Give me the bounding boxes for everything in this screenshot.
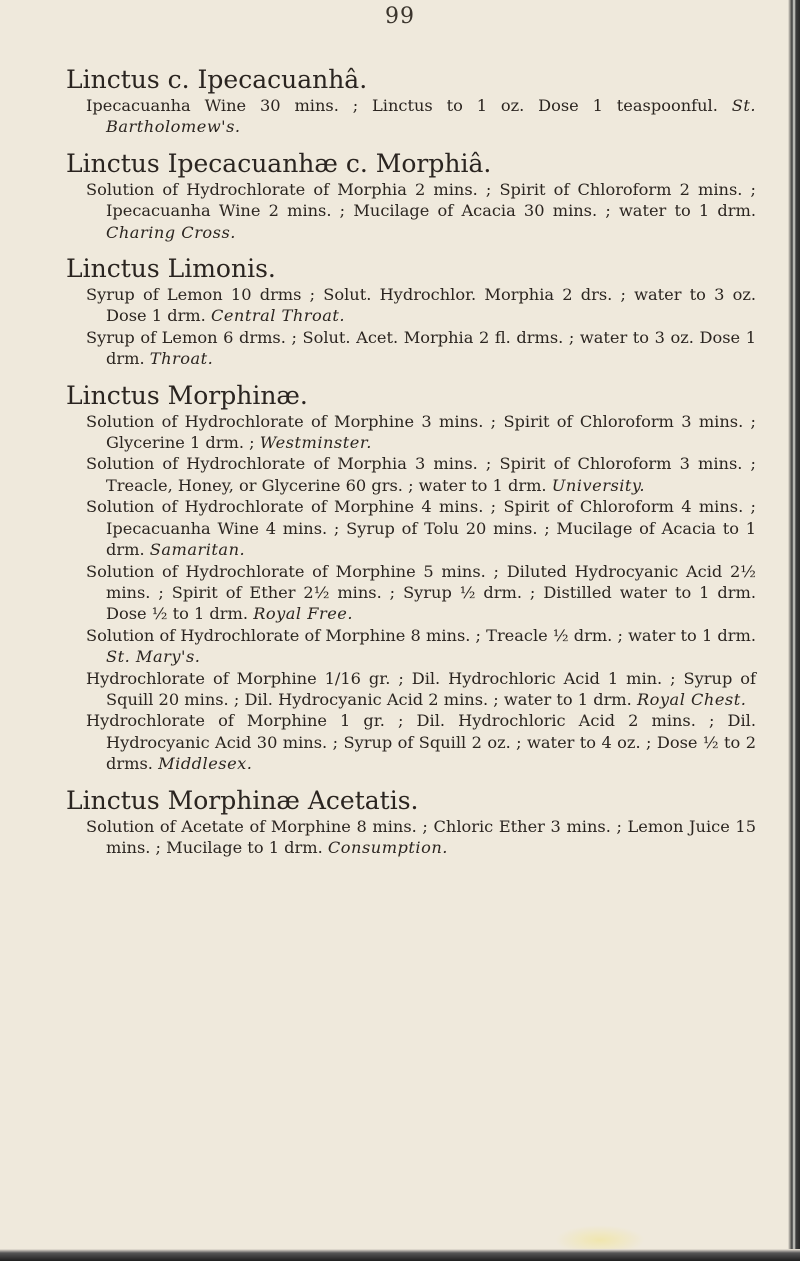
- recipe-text: Solution of Hydrochlorate of Morphia 3 mins. ; Spirit of Chloroform 3 mins. ; Treacle, Honey, or Glycerine 60 grs. ; water to 1 drm.: [86, 454, 756, 495]
- recipe: [86, 816, 756, 859]
- recipe-text: Syrup of Lemon 6 drms. ; Solut. Acet. Morphia 2 fl. drms. ; water to 3 oz. Dose 1 drm.: [86, 327, 756, 369]
- recipe-source: Throat.: [149, 349, 214, 369]
- recipe-text: Solution of Hydrochlorate of Morphine 8 mins. ; Treacle ½ drm. ; water to 1 drm.: [86, 625, 756, 645]
- recipe-source: Royal Chest.: [636, 689, 747, 709]
- recipe: [86, 179, 756, 243]
- recipe-source: Central Throat.: [210, 306, 346, 326]
- recipe-source: Middlesex.: [158, 754, 253, 774]
- recipe-text: Solution of Acetate of Morphine 8 mins. ; Chloric Ether 3 mins. ; Lemon Juice 15 mins. ; Mucilage to 1 drm.: [86, 816, 756, 857]
- recipe-text: Hydrochlorate of Morphine 1 gr. ; Dil. Hydrochloric Acid 2 mins. ; Dil. Hydrocyanic Acid 30 mins. ; Syrup of Squill 2 oz. ; water to 4 oz. ; Dose ½ to 2 drms.: [86, 711, 756, 774]
- recipe: [86, 95, 756, 138]
- recipe: [86, 411, 756, 454]
- entry-linctus-ipecacuanhae-morphia: [66, 150, 756, 243]
- recipe-text: Ipecacuanha Wine 30 mins. ; Linctus to 1 oz. Dose 1 teaspoonful.: [86, 96, 718, 115]
- recipe-source: University.: [551, 475, 646, 495]
- entry-linctus-morphinae-acetatis: [66, 787, 756, 859]
- recipe: [86, 284, 756, 327]
- recipe-source: Charing Cross.: [106, 222, 236, 242]
- recipe: [86, 668, 756, 711]
- entry-title: Linctus Limonis.: [66, 254, 276, 284]
- recipe: [86, 710, 756, 774]
- page-content: [66, 66, 756, 870]
- entry-linctus-morphinae: [66, 382, 756, 775]
- recipe-source: Samaritan.: [149, 540, 246, 560]
- recipe: [86, 561, 756, 625]
- recipe: [86, 496, 756, 560]
- recipe-source: St. Bartholomew's.: [106, 96, 756, 137]
- recipe-source: St. Mary's.: [106, 647, 201, 667]
- recipe-text: Solution of Hydrochlorate of Morphine 3 mins. ; Spirit of Chloroform 3 mins. ; Glycerine 1 drm. ;: [86, 411, 756, 453]
- entry-title: Linctus Morphinæ.: [66, 380, 308, 410]
- entry-linctus-ipecacuanha: [66, 66, 756, 138]
- entry-title: Linctus c. Ipecacuanhâ.: [66, 65, 368, 94]
- recipe-text: Solution of Hydrochlorate of Morphia 2 mins. ; Spirit of Chloroform 2 mins. ; Ipecacuanha Wine 2 mins. ; Mucilage of Acacia 30 mins. ; water to 1 drm.: [86, 179, 756, 221]
- recipe-text: Syrup of Lemon 10 drms ; Solut. Hydrochlor. Morphia 2 drs. ; water to 3 oz. Dose 1 drm.: [86, 285, 756, 326]
- entry-linctus-limonis: [66, 255, 756, 370]
- recipe-source: Westminster.: [259, 433, 372, 453]
- page-edge-bottom: [0, 1249, 800, 1261]
- recipe-source: Royal Free.: [253, 604, 354, 624]
- entry-title: Linctus Ipecacuanhæ c. Morphiâ.: [66, 148, 492, 178]
- recipe: [86, 625, 756, 668]
- recipe-source: Consumption.: [327, 837, 448, 857]
- recipe-text: Solution of Hydrochlorate of Morphine 5 mins. ; Diluted Hydrocyanic Acid 2½ mins. ; Spirit of Ether 2½ mins. ; Syrup ½ drm. ; Distilled water to 1 drm. Dose ½ to 1 drm.: [86, 561, 756, 624]
- recipe: [86, 327, 756, 370]
- entry-title: Linctus Morphinæ Acetatis.: [66, 785, 419, 815]
- page-edge-right: [788, 0, 800, 1261]
- recipe-text: Hydrochlorate of Morphine 1/16 gr. ; Dil. Hydrochloric Acid 1 min. ; Syrup of Squill 20 mins. ; Dil. Hydrocyanic Acid 2 mins. ; water to 1 drm.: [86, 668, 756, 709]
- page-number: 99: [385, 4, 415, 29]
- recipe: [86, 453, 756, 496]
- recipe-text: Solution of Hydrochlorate of Morphine 4 mins. ; Spirit of Chloroform 4 mins. ; Ipecacuanha Wine 4 mins. ; Syrup of Tolu 20 mins. ; Mucilage of Acacia to 1 drm.: [86, 497, 756, 560]
